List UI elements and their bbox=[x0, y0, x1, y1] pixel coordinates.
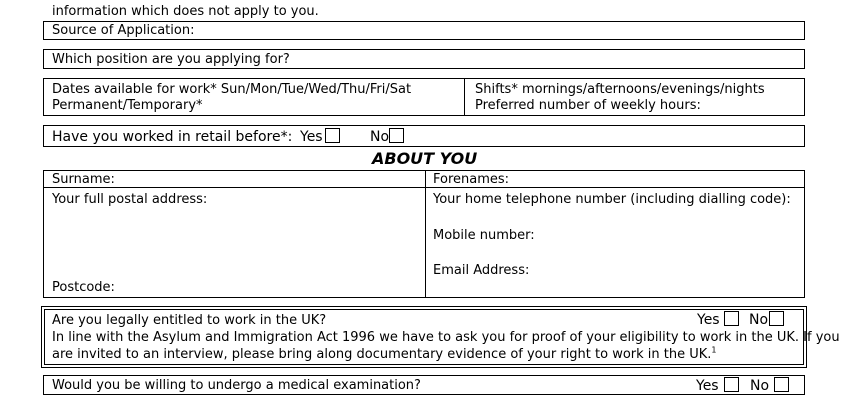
legal-no-label: No bbox=[749, 312, 769, 328]
surname-row-divider bbox=[44, 187, 804, 188]
legal-yes-label: Yes bbox=[697, 312, 720, 328]
position-label: Which position are you applying for? bbox=[52, 52, 290, 67]
legal-no-checkbox[interactable] bbox=[769, 311, 784, 326]
retail-yes-label: Yes bbox=[300, 129, 323, 145]
legal-line-2-text: are invited to an interview, please bring along documentary evidence of your right to work in the UK. bbox=[52, 347, 712, 362]
forenames-label: Forenames: bbox=[433, 172, 510, 187]
medical-yes-checkbox[interactable] bbox=[724, 377, 739, 392]
weekly-hours-label: Preferred number of weekly hours: bbox=[475, 98, 701, 113]
legal-box bbox=[41, 306, 840, 368]
email-label: Email Address: bbox=[433, 263, 530, 278]
availability-divider bbox=[464, 79, 465, 115]
shifts-label: Shifts* mornings/afternoons/evenings/nights bbox=[475, 82, 765, 97]
medical-no-checkbox[interactable] bbox=[774, 377, 789, 392]
medical-box bbox=[43, 375, 805, 395]
surname-label: Surname: bbox=[52, 172, 115, 187]
home-phone-label: Your home telephone number (including dialling code): bbox=[433, 192, 791, 207]
legal-line-2 bbox=[52, 347, 717, 362]
retail-question: Have you worked in retail before*: bbox=[52, 129, 293, 145]
medical-yes-label: Yes bbox=[696, 378, 719, 394]
mobile-label: Mobile number: bbox=[433, 228, 535, 243]
retail-no-label: No bbox=[370, 129, 390, 145]
legal-line-1: In line with the Asylum and Immigration Act 1996 we have to ask you for proof of your eligibility to work in the UK. If you bbox=[52, 330, 840, 345]
medical-question: Would you be willing to undergo a medical examination? bbox=[52, 378, 421, 393]
postal-address-label: Your full postal address: bbox=[52, 192, 208, 207]
footnote-marker: 1 bbox=[711, 345, 717, 355]
retail-yes-checkbox[interactable] bbox=[325, 128, 340, 143]
legal-question: Are you legally entitled to work in the UK? bbox=[52, 313, 327, 328]
legal-yes-checkbox[interactable] bbox=[724, 311, 739, 326]
about-you-divider bbox=[425, 171, 426, 297]
dates-label: Dates available for work* Sun/Mon/Tue/Wed/Thu/Fri/Sat bbox=[52, 82, 412, 97]
permanent-temporary-label: Permanent/Temporary* bbox=[52, 98, 203, 113]
retail-box bbox=[43, 125, 805, 147]
intro-text: information which does not apply to you. bbox=[52, 4, 319, 19]
retail-no-checkbox[interactable] bbox=[389, 128, 404, 143]
postcode-label: Postcode: bbox=[52, 280, 115, 295]
about-you-box bbox=[43, 170, 805, 298]
position-field[interactable] bbox=[43, 49, 805, 69]
section-title: ABOUT YOU bbox=[372, 149, 478, 168]
source-of-application-field[interactable] bbox=[43, 21, 805, 40]
availability-box bbox=[43, 78, 805, 116]
source-label: Source of Application: bbox=[52, 23, 195, 38]
medical-no-label: No bbox=[750, 378, 770, 394]
